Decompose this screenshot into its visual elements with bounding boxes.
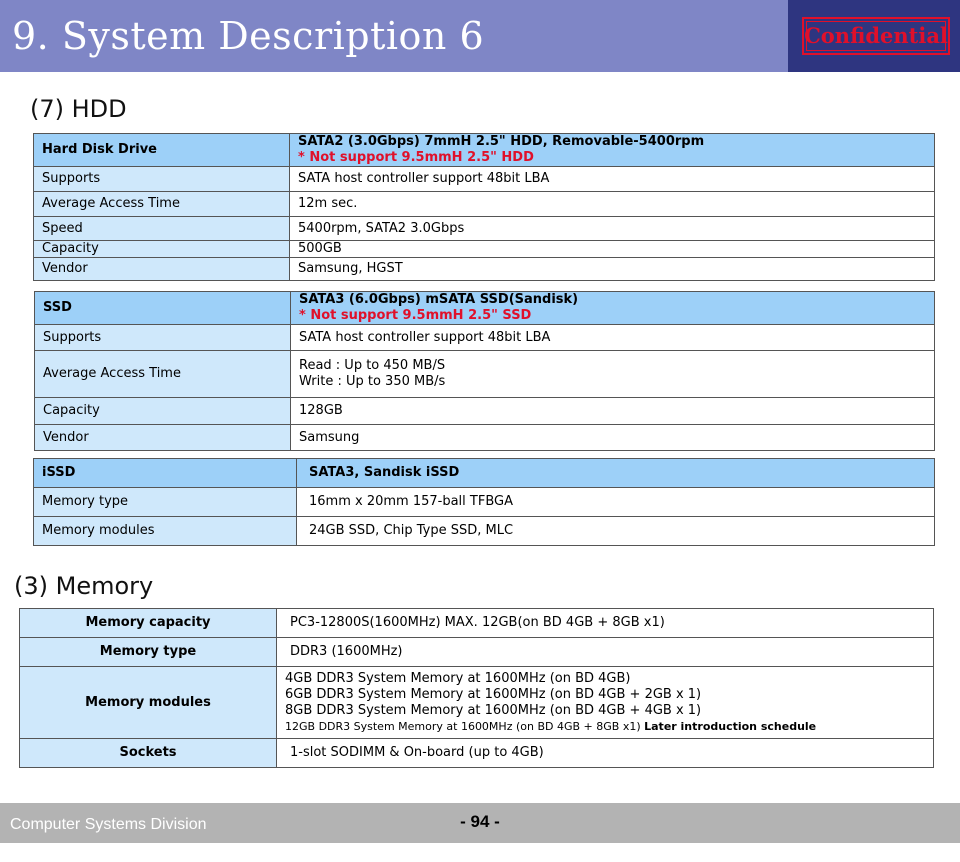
- ssd-table: [34, 291, 935, 451]
- row-value: DDR3 (1600MHz): [277, 638, 934, 667]
- table-row: [34, 241, 935, 258]
- confidential-stamp: [802, 17, 950, 55]
- issd-header-label: iSSD: [34, 459, 297, 488]
- page-title: 9. System Description 6: [12, 14, 485, 58]
- hdd-header-value: SATA2 (3.0Gbps) 7mmH 2.5" HDD, Removable-5400rpm: [298, 134, 705, 149]
- table-row: [20, 739, 934, 768]
- ssd-header-label: SSD: [35, 292, 291, 325]
- row-value: 5400rpm, SATA2 3.0Gbps: [290, 217, 935, 241]
- row-label: Average Access Time: [34, 192, 290, 217]
- table-row: [20, 609, 934, 638]
- row-label: Supports: [35, 325, 291, 351]
- row-value-cell: [291, 351, 935, 398]
- hdd-header-note: * Not support 9.5mmH 2.5" HDD: [298, 150, 534, 165]
- hdd-section-title: (7) HDD: [30, 95, 127, 123]
- ssd-header-note: * Not support 9.5mmH 2.5" SSD: [299, 308, 532, 323]
- module-option: 8GB DDR3 System Memory at 1600MHz (on BD 4GB + 4GB x 1): [285, 702, 702, 718]
- row-label: Memory modules: [34, 517, 297, 546]
- row-value: Samsung: [291, 425, 935, 451]
- row-label: Memory type: [34, 488, 297, 517]
- table-row: [34, 517, 935, 546]
- row-label: Memory modules: [20, 667, 277, 739]
- issd-table-header: [34, 459, 935, 488]
- read-speed: Read : Up to 450 MB/S: [299, 358, 446, 373]
- row-label: Capacity: [35, 398, 291, 425]
- memory-table: [19, 608, 934, 768]
- row-label: Supports: [34, 167, 290, 192]
- row-value: PC3-12800S(1600MHz) MAX. 12GB(on BD 4GB + 8GB x1): [277, 609, 934, 638]
- division-label: Computer Systems Division: [10, 816, 207, 833]
- issd-header-value: SATA3, Sandisk iSSD: [297, 459, 935, 488]
- row-value: 1-slot SODIMM & On-board (up to 4GB): [277, 739, 934, 768]
- row-label: Memory capacity: [20, 609, 277, 638]
- table-row: [35, 325, 935, 351]
- ssd-table-header: [35, 292, 935, 325]
- table-row: [34, 258, 935, 281]
- memory-section-title: (3) Memory: [14, 572, 154, 600]
- row-label: Speed: [34, 217, 290, 241]
- module-option-text: 12GB DDR3 System Memory at 1600MHz (on BD 4GB + 8GB x1): [285, 719, 641, 733]
- module-option-note: Later introduction schedule: [644, 719, 817, 733]
- module-option: [285, 719, 925, 735]
- row-label: Average Access Time: [35, 351, 291, 398]
- module-option: 4GB DDR3 System Memory at 1600MHz (on BD 4GB): [285, 670, 631, 686]
- table-row: [35, 398, 935, 425]
- write-speed: Write : Up to 350 MB/s: [299, 374, 446, 389]
- row-value: SATA host controller support 48bit LBA: [290, 167, 935, 192]
- row-label: Vendor: [35, 425, 291, 451]
- table-row: [20, 667, 934, 739]
- row-label: Memory type: [20, 638, 277, 667]
- row-value: 128GB: [291, 398, 935, 425]
- hdd-table-header: [34, 134, 935, 167]
- table-row: [20, 638, 934, 667]
- ssd-header-value-cell: [291, 292, 935, 325]
- page-footer: [0, 803, 960, 843]
- row-value: Samsung, HGST: [290, 258, 935, 281]
- row-label: Sockets: [20, 739, 277, 768]
- confidential-label: Confidential: [804, 23, 948, 48]
- table-row: [34, 217, 935, 241]
- row-value: 500GB: [290, 241, 935, 258]
- table-row: [34, 167, 935, 192]
- row-value: 24GB SSD, Chip Type SSD, MLC: [297, 517, 935, 546]
- table-row: [34, 488, 935, 517]
- table-row: [35, 425, 935, 451]
- module-option: 6GB DDR3 System Memory at 1600MHz (on BD 4GB + 2GB x 1): [285, 686, 702, 702]
- issd-table: [33, 458, 935, 546]
- confidential-panel: [788, 0, 960, 72]
- modules-cell: [277, 667, 934, 739]
- page-header: [0, 0, 960, 72]
- ssd-header-value: SATA3 (6.0Gbps) mSATA SSD(Sandisk): [299, 292, 579, 307]
- row-value: 16mm x 20mm 157-ball TFBGA: [297, 488, 935, 517]
- row-value: SATA host controller support 48bit LBA: [291, 325, 935, 351]
- row-label: Vendor: [34, 258, 290, 281]
- row-value: 12m sec.: [290, 192, 935, 217]
- page-number: - 94 -: [460, 812, 500, 831]
- table-row: [35, 351, 935, 398]
- hdd-header-label: Hard Disk Drive: [34, 134, 290, 167]
- hdd-table: [33, 133, 935, 281]
- hdd-header-value-cell: [290, 134, 935, 167]
- row-label: Capacity: [34, 241, 290, 258]
- table-row: [34, 192, 935, 217]
